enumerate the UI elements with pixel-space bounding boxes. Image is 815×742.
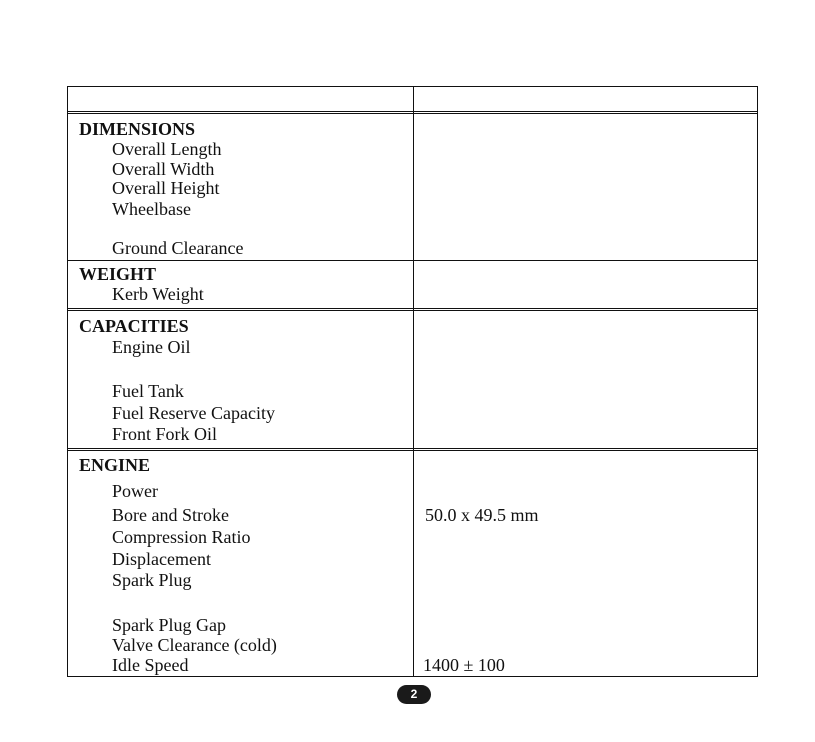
page-number-badge: 2 <box>397 685 431 704</box>
spec-label-fuel-tank: Fuel Tank <box>112 381 184 401</box>
spec-value-idle-speed: 1400 ± 100 <box>423 655 505 675</box>
spec-value-bore-and-stroke: 50.0 x 49.5 mm <box>425 505 539 525</box>
spec-label-valve-clearance: Valve Clearance (cold) <box>112 635 277 655</box>
section-divider <box>68 260 757 261</box>
spec-label-overall-length: Overall Length <box>112 139 222 159</box>
spec-label-spark-plug-gap: Spark Plug Gap <box>112 615 226 635</box>
section-heading-capacities: CAPACITIES <box>79 316 189 336</box>
header-row-divider <box>68 111 757 114</box>
section-heading-dimensions: DIMENSIONS <box>79 119 196 139</box>
spec-label-front-fork-oil: Front Fork Oil <box>112 424 218 444</box>
spec-label-kerb-weight: Kerb Weight <box>112 284 204 304</box>
spec-label-wheelbase: Wheelbase <box>112 199 191 219</box>
spec-label-displacement: Displacement <box>112 549 211 569</box>
spec-label-idle-speed: Idle Speed <box>112 655 189 675</box>
section-divider <box>68 448 757 451</box>
spec-label-compression-ratio: Compression Ratio <box>112 527 251 547</box>
spec-label-ground-clearance: Ground Clearance <box>112 238 244 258</box>
spec-label-overall-height: Overall Height <box>112 178 220 198</box>
specifications-table <box>67 86 758 677</box>
spec-label-fuel-reserve-capacity: Fuel Reserve Capacity <box>112 403 275 423</box>
spec-label-engine-oil: Engine Oil <box>112 337 191 357</box>
section-heading-weight: WEIGHT <box>79 264 157 284</box>
spec-label-spark-plug: Spark Plug <box>112 570 192 590</box>
spec-label-overall-width: Overall Width <box>112 159 215 179</box>
column-divider <box>413 87 414 676</box>
spec-label-power: Power <box>112 481 158 501</box>
spec-label-bore-and-stroke: Bore and Stroke <box>112 505 229 525</box>
section-divider <box>68 308 757 311</box>
section-heading-engine: ENGINE <box>79 455 151 475</box>
